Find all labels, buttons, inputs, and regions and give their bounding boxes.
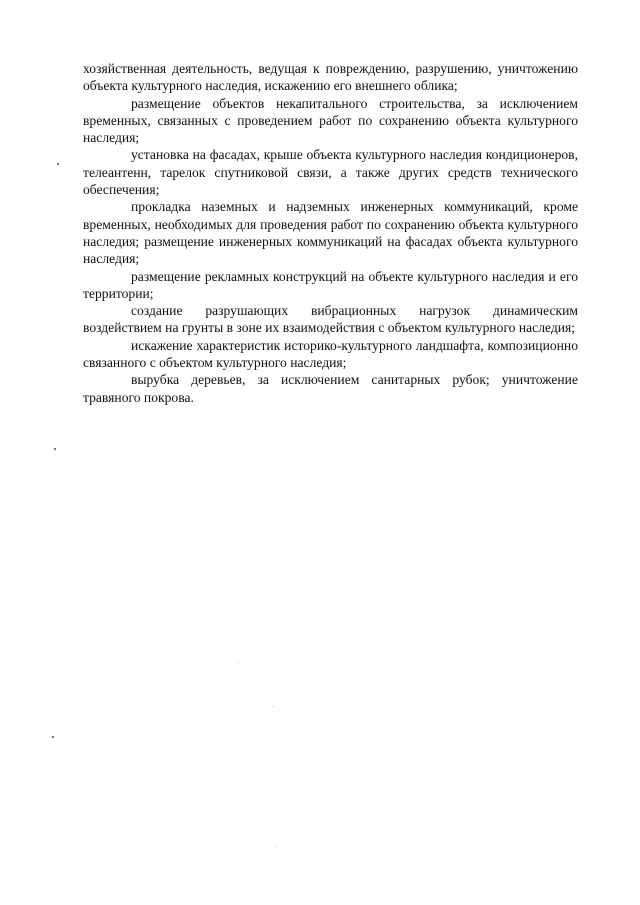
- paragraph-temporary-structures: размещение объектов некапитального строительства, за исключением временных, связанных с проведением работ по сохранению объекта культурного наследия;: [83, 95, 578, 146]
- paragraph-utility-lines: прокладка наземных и надземных инженерных коммуникаций, кроме временных, необходимых для проведения работ по сохранению объекта культурного наследия; размещение инженерных коммуникаций на фасадах объекта культурного наследия;: [83, 199, 578, 267]
- scan-speck: [272, 706, 273, 707]
- paragraph-tree-felling: вырубка деревьев, за исключением санитарных рубок; уничтожение травяного покрова.: [83, 372, 578, 405]
- scan-speck: [57, 163, 59, 165]
- paragraph-advertising: размещение рекламных конструкций на объекте культурного наследия и его территории;: [83, 268, 578, 301]
- paragraph-economic-activity: хозяйственная деятельность, ведущая к повреждению, разрушению, уничтожению объекта культурного наследия, искажению его внешнего облика;: [83, 61, 578, 94]
- document-text: [83, 60, 578, 406]
- paragraph-facade-equipment: установка на фасадах, крыше объекта культурного наследия кондиционеров, телеантенн, тарелок спутниковой связи, а также других средств технического обеспечения;: [83, 147, 578, 198]
- paragraph-landscape: искажение характеристик историко-культурного ландшафта, композиционно связанного с объектом культурного наследия;: [83, 337, 578, 371]
- scan-speck: [54, 448, 56, 450]
- scan-speck: [275, 846, 276, 847]
- scan-speck: [52, 736, 54, 738]
- paragraph-vibration-loads: создание разрушающих вибрационных нагрузок динамическим воздействием на грунты в зоне их взаимодействия с объектом культурного наследия;: [83, 303, 578, 336]
- scan-speck: [238, 662, 239, 663]
